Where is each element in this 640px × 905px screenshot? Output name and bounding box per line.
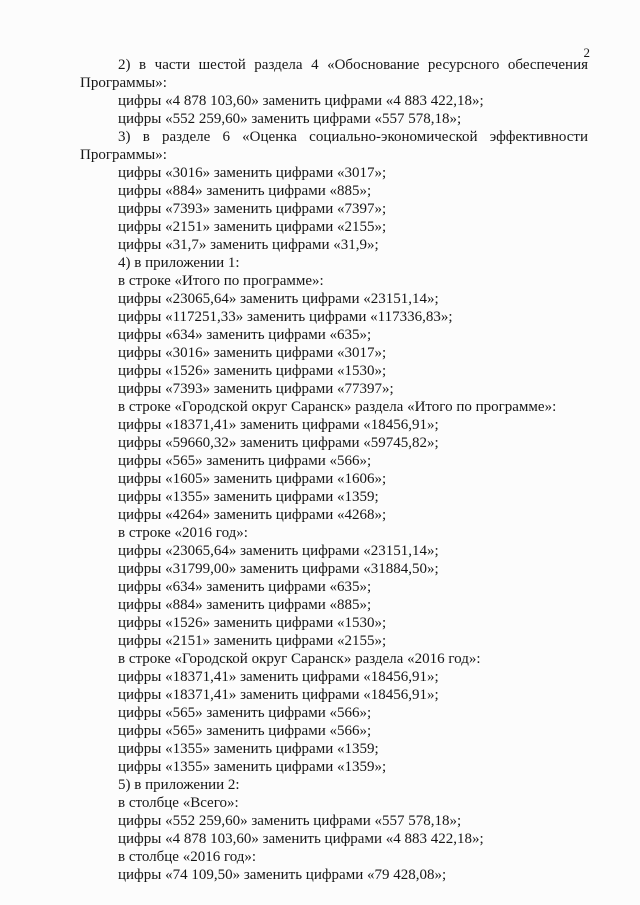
text-line: цифры «565» заменить цифрами «566»; — [118, 453, 372, 469]
text-line: цифры «4264» заменить цифрами «4268»; — [118, 507, 387, 523]
text-line: цифры «3016» заменить цифрами «3017»; — [118, 165, 387, 181]
text-line: цифры «31799,00» заменить цифрами «31884,50»; — [118, 561, 439, 577]
text-line: цифры «552 259,60» заменить цифрами «557 578,18»; — [118, 813, 462, 829]
text-line: цифры «565» заменить цифрами «566»; — [118, 705, 372, 721]
text-line: Программы»: — [80, 147, 167, 163]
text-line: цифры «565» заменить цифрами «566»; — [118, 723, 372, 739]
text-line: цифры «7393» заменить цифрами «77397»; — [118, 381, 394, 397]
text-line: цифры «18371,41» заменить цифрами «18456,91»; — [118, 687, 439, 703]
text-line: цифры «3016» заменить цифрами «3017»; — [118, 345, 387, 361]
text-line: цифры «884» заменить цифрами «885»; — [118, 183, 372, 199]
text-line: в столбце «2016 год»: — [118, 849, 257, 865]
text-line: цифры «634» заменить цифрами «635»; — [118, 579, 372, 595]
text-line: цифры «23065,64» заменить цифрами «23151,14»; — [118, 543, 439, 559]
text-line: 3) в разделе 6 «Оценка социально-экономической эффективности — [118, 129, 588, 145]
text-line: в строке «Городской округ Саранск» раздела «2016 год»: — [118, 651, 481, 667]
text-line: Программы»: — [80, 75, 167, 91]
text-line: цифры «31,7» заменить цифрами «31,9»; — [118, 237, 379, 253]
text-line: цифры «2151» заменить цифрами «2155»; — [118, 219, 387, 235]
text-line: цифры «7393» заменить цифрами «7397»; — [118, 201, 387, 217]
text-line: цифры «18371,41» заменить цифрами «18456,91»; — [118, 669, 439, 685]
text-line: цифры «23065,64» заменить цифрами «23151,14»; — [118, 291, 439, 307]
text-line: 4) в приложении 1: — [118, 255, 240, 271]
text-line: в строке «Городской округ Саранск» раздела «Итого по программе»: — [118, 399, 557, 415]
text-line: цифры «74 109,50» заменить цифрами «79 428,08»; — [118, 867, 447, 883]
text-line: цифры «1355» заменить цифрами «1359»; — [118, 759, 387, 775]
text-line: в столбце «Всего»: — [118, 795, 239, 811]
text-line: цифры «4 878 103,60» заменить цифрами «4 883 422,18»; — [118, 93, 484, 109]
text-line: в строке «2016 год»: — [118, 525, 248, 541]
text-line: цифры «1355» заменить цифрами «1359; — [118, 741, 379, 757]
text-line: цифры «117251,33» заменить цифрами «117336,83»; — [118, 309, 453, 325]
text-line: цифры «4 878 103,60» заменить цифрами «4 883 422,18»; — [118, 831, 484, 847]
text-line: цифры «18371,41» заменить цифрами «18456,91»; — [118, 417, 439, 433]
text-line: цифры «634» заменить цифрами «635»; — [118, 327, 372, 343]
text-line: цифры «552 259,60» заменить цифрами «557 578,18»; — [118, 111, 462, 127]
text-line: цифры «59660,32» заменить цифрами «59745,82»; — [118, 435, 439, 451]
text-line: цифры «1605» заменить цифрами «1606»; — [118, 471, 387, 487]
page-number: 2 — [583, 45, 590, 60]
document-body — [80, 56, 588, 884]
text-line: цифры «1526» заменить цифрами «1530»; — [118, 363, 387, 379]
text-line: цифры «2151» заменить цифрами «2155»; — [118, 633, 387, 649]
text-line: 5) в приложении 2: — [118, 777, 240, 793]
text-line: цифры «1526» заменить цифрами «1530»; — [118, 615, 387, 631]
text-line: цифры «884» заменить цифрами «885»; — [118, 597, 372, 613]
text-line: цифры «1355» заменить цифрами «1359; — [118, 489, 379, 505]
text-line: в строке «Итого по программе»: — [118, 273, 324, 289]
text-line: 2) в части шестой раздела 4 «Обоснование ресурсного обеспечения — [118, 57, 588, 73]
